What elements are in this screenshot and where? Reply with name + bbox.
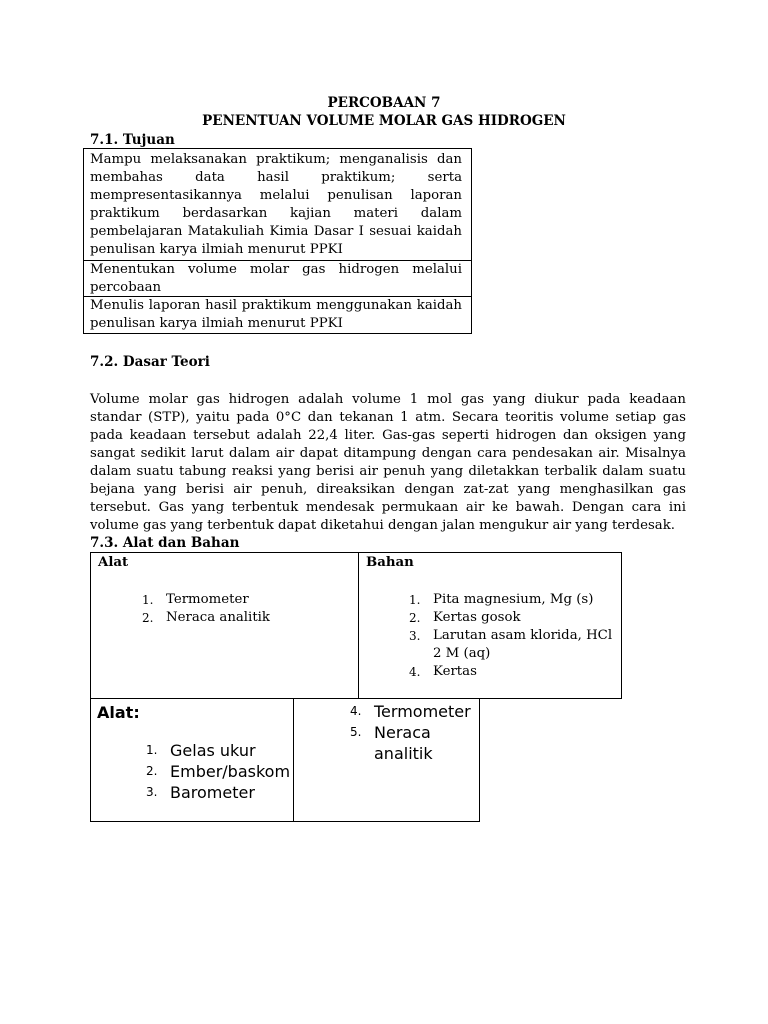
alat-list-left [146,740,291,803]
list-item: 4. Termometer [350,702,471,721]
page-title: PERCOBAAN 7 [327,95,441,111]
bahan-label: Bahan [366,555,414,570]
list-item: 2. Neraca analitik [142,610,270,625]
alat-table-2 [90,698,480,822]
tujuan-table [83,148,472,334]
alat-bahan-table [90,552,622,699]
list-item: 2. Kertas gosok [409,610,521,625]
alat-list-right [350,701,471,764]
page-subtitle: PENENTUAN VOLUME MOLAR GAS HIDROGEN [202,113,566,129]
alat-label-2: Alat: [97,703,140,722]
dasar-teori-paragraph: Volume molar gas hidrogen adalah volume 1 mol gas yang diukur pada keadaan standar (STP), yaitu pada 0°C dan tekanan 1 atm. Secara teoritis volume setiap gas pada keadaan tersebut adalah 22,4 liter. Gas-gas seperti hidrogen dan oksigen yang sangat sedikit larut dalam air dapat ditampung dengan cara pendesakan air. Misalnya dalam suatu tabung reaksi yang berisi air penuh yang diletakkan terbalik dalam suatu bejana yang berisi air penuh, direaksikan dengan zat-zat yang menghasilkan gas tersebut. Gas yang terbentuk mendesak permukaan air ke bawah. Dengan cara ini volume gas yang terbentuk dapat diketahui dengan jalan mengukur air yang terdesak. [90,392,686,533]
list-item: 1. Termometer [142,592,249,607]
list-item: 2. Ember/baskom [146,762,291,781]
list-item: 4. Kertas [409,664,477,679]
tujuan-row: Menentukan volume molar gas hidrogen melalui percobaan [90,262,462,295]
dasar-teori-heading: 7.2. Dasar Teori [90,354,210,370]
alat-bahan-heading: 7.3. Alat dan Bahan [90,535,240,551]
bahan-list [409,591,615,681]
tujuan-row: Mampu melaksanakan praktikum; menganalisis dan membahas data hasil praktikum; serta mempresentasikannya melalui penulisan laporan praktikum berdasarkan kajian materi dalam pembelajaran Matakuliah Kimia Dasar I sesuai kaidah penulisan karya ilmiah menurut PPKI [90,152,462,257]
list-item: 1. Gelas ukur [146,741,256,760]
list-item: 1. Pita magnesium, Mg (s) [409,592,594,607]
tujuan-heading: 7.1. Tujuan [90,132,175,148]
column-divider [358,553,359,698]
list-item: 3. Barometer [146,783,255,802]
list-item: 5. Neraca analitik [350,723,433,763]
column-divider [293,699,294,821]
tujuan-row: Menulis laporan hasil praktikum menggunakan kaidah penulisan karya ilmiah menurut PPKI [90,298,462,331]
alat-label: Alat [98,555,129,570]
list-item: 3. Larutan asam klorida, HCl 2 M (aq) [409,628,613,661]
alat-list [142,591,346,627]
